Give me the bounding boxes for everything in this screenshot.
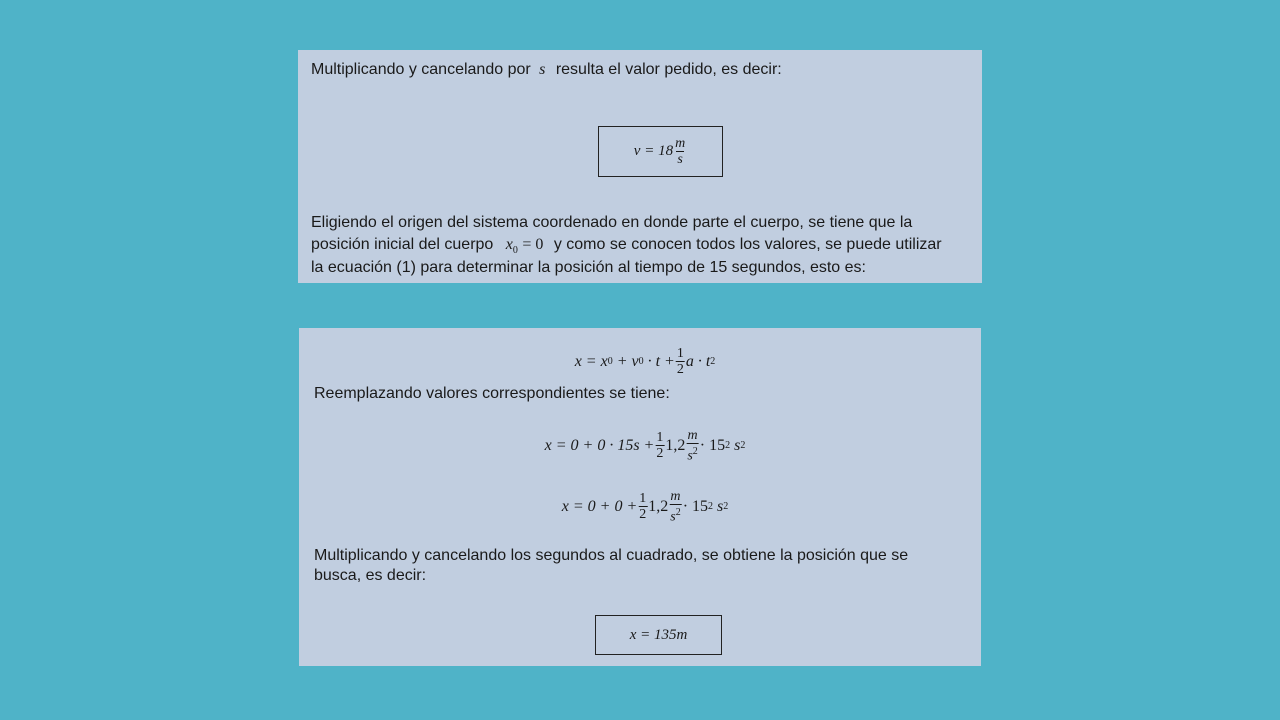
acceleration-unit [669,489,681,525]
eq-sub1-part-a: x = 0 + 0 · 15s + [544,436,655,454]
final-position-box [595,615,722,655]
velocity-unit-fraction [674,136,686,167]
substituted-equation-1 [545,428,746,464]
half-num: 1 [676,346,684,361]
half-den: 2 [676,362,684,377]
velocity-lhs: v = 18 [633,143,674,159]
eq-sub1-sup-d: 2 [740,440,746,452]
unit-numerator: m [675,136,686,151]
intro-line [311,59,782,81]
half-num: 1 [656,430,664,446]
eq-general-part-a: x = x [574,352,608,370]
half-fraction [655,430,664,461]
unit-den: s [670,509,676,525]
eq-general-sup-d: 2 [710,356,716,367]
eq-general-part-c: · t + [647,352,675,370]
half-num: 1 [639,491,647,507]
paragraph-line-1: Eligiendo el origen del sistema coordenado en donde parte el cuerpo, se tiene que la [311,214,913,231]
eq-sub1-part-c: · 15 [699,436,726,454]
unit-num: m [670,489,681,504]
x0-var: x [505,236,513,253]
acceleration-value: 1,2 [648,497,669,515]
unit-den: s [687,448,693,464]
unit-den-sup: 2 [675,507,681,518]
eq-general-sub-a: 0 [607,356,613,367]
eq-sub1-part-d: s [734,436,741,454]
velocity-result-box [598,126,723,177]
half-den: 2 [656,446,664,462]
final-position-result: x = 135m [629,626,688,643]
paragraph-line-3: la ecuación (1) para determinar la posición al tiempo de 15 segundos, esto es: [311,259,866,276]
acceleration-value: 1,2 [665,436,686,454]
eq-sub2-sup-d: 2 [723,501,729,513]
x0-sub: 0 [512,245,518,257]
final-text-line-2: busca, es decir: [314,567,427,584]
bottom-text-panel [299,328,981,666]
eq-general-part-d: a · t [685,352,711,370]
paragraph-line-2-end: y como se conocen todos los valores, se puede utilizar [553,236,942,253]
intro-text: Multiplicando y cancelando por [311,61,531,78]
eq-sub1-sup-c: 2 [725,440,731,452]
x0-value: = 0 [522,236,544,253]
intro-text-end: resulta el valor pedido, es decir: [555,61,782,78]
final-text-line-1: Multiplicando y cancelando los segundos al cuadrado, se obtiene la posición que se [314,547,909,564]
acceleration-unit [686,428,698,464]
unit-den-sup: 2 [692,446,698,457]
top-text-panel [298,50,982,283]
half-den: 2 [639,507,647,523]
eq-sub2-part-d: s [717,497,724,515]
substituted-equation-2 [562,489,729,525]
eq-general-sub-b: 0 [638,356,644,367]
unit-denominator: s [677,152,683,167]
eq-sub2-part-a: x = 0 + 0 + [561,497,638,515]
half-fraction [638,491,647,522]
unit-num: m [687,428,698,443]
replace-text: Reemplazando valores correspondientes se tiene: [314,385,670,402]
variable-s: s [539,61,546,78]
general-position-equation [575,346,716,377]
half-fraction [676,346,685,377]
paragraph-line-2-start: posición inicial del cuerpo [311,236,494,253]
eq-general-part-b: + v [616,352,639,370]
eq-sub2-sup-c: 2 [708,501,714,513]
eq-sub2-part-c: · 15 [682,497,709,515]
